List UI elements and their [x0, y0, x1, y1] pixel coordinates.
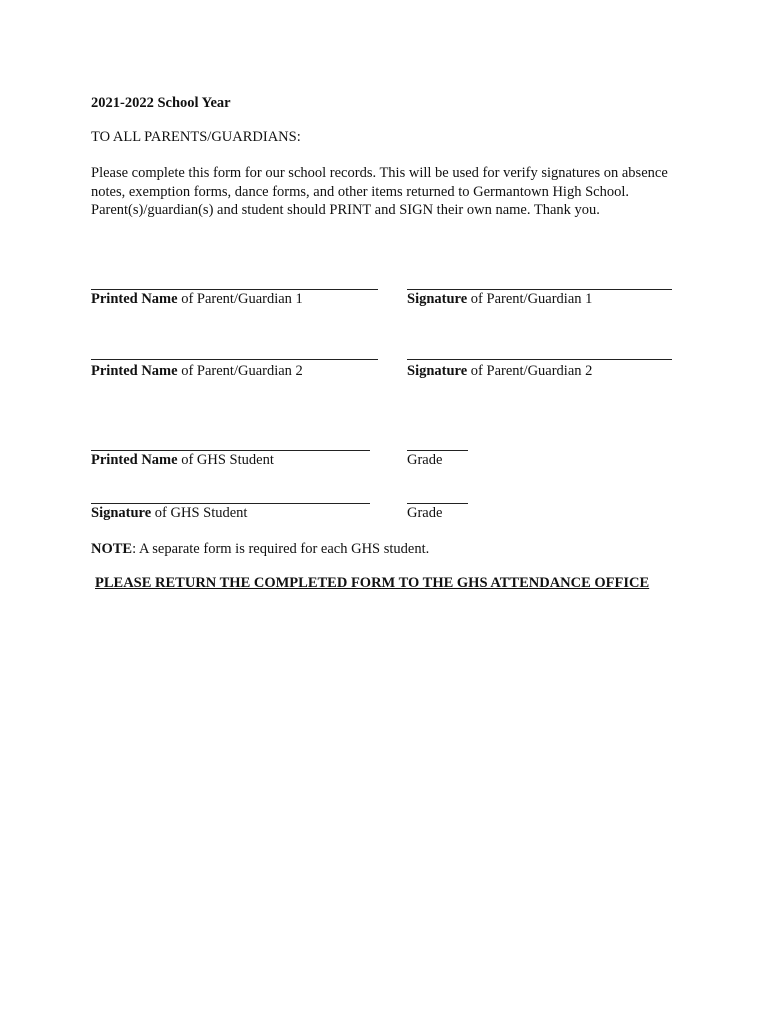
signature-student-line[interactable]	[91, 503, 370, 504]
signature-parent2-label: Signature of Parent/Guardian 2	[407, 363, 593, 379]
grade-2-line[interactable]	[407, 503, 468, 504]
printed-name-student-line[interactable]	[91, 450, 370, 451]
grade-2-label: Grade	[407, 505, 443, 521]
return-form-instruction: PLEASE RETURN THE COMPLETED FORM TO THE GHS ATTENDANCE OFFICE	[95, 575, 650, 591]
signature-parent2-line[interactable]	[407, 359, 672, 360]
printed-name-parent2-label: Printed Name of Parent/Guardian 2	[91, 363, 303, 379]
school-year-heading: 2021-2022 School Year	[91, 95, 231, 111]
instructions-paragraph: Please complete this form for our school records. This will be used for verify signatures on absence notes, exemption forms, dance forms, and other items returned to Germantown High School. Parent(s)/guardian(s) and student should PRINT and SIGN their own name. Thank you.	[91, 165, 668, 218]
signature-parent1-label: Signature of Parent/Guardian 1	[407, 291, 593, 307]
printed-name-parent1-line[interactable]	[91, 289, 378, 290]
grade-1-label: Grade	[407, 452, 443, 468]
printed-name-parent1-label: Printed Name of Parent/Guardian 1	[91, 291, 303, 307]
printed-name-parent2-line[interactable]	[91, 359, 378, 360]
signature-parent1-line[interactable]	[407, 289, 672, 290]
note-text: NOTE: A separate form is required for each GHS student.	[91, 541, 430, 557]
signature-student-label: Signature of GHS Student	[91, 505, 248, 521]
salutation: TO ALL PARENTS/GUARDIANS:	[91, 129, 301, 145]
grade-1-line[interactable]	[407, 450, 468, 451]
printed-name-student-label: Printed Name of GHS Student	[91, 452, 274, 468]
